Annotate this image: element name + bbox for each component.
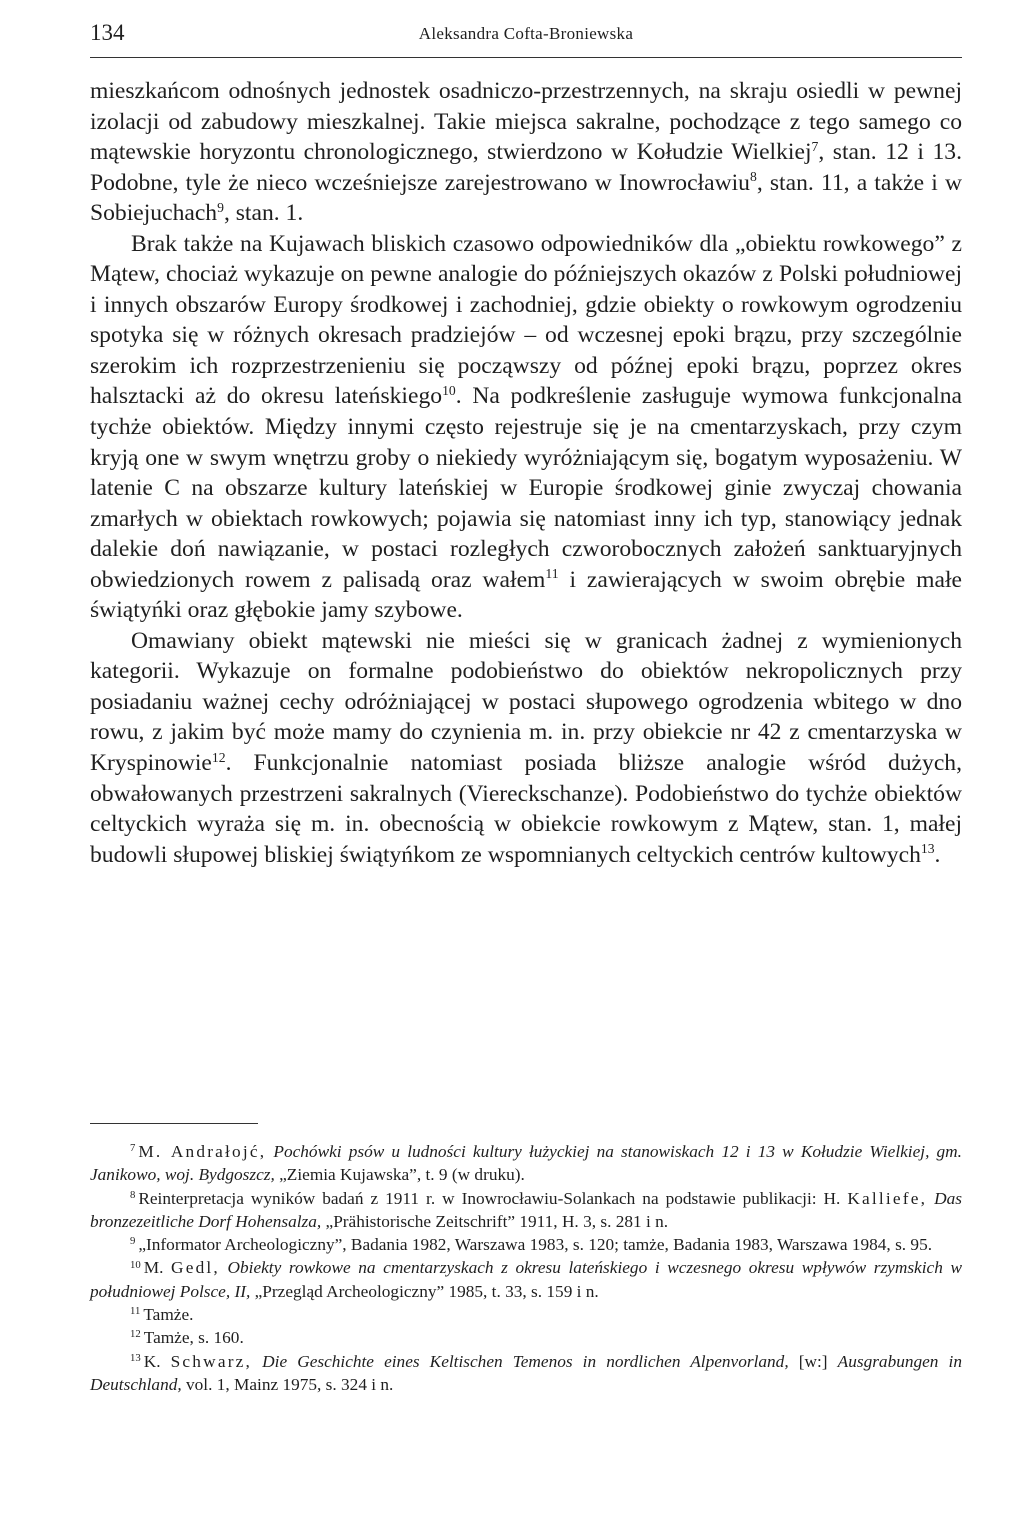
footnote-text: „Prähistorische Zeitschrift” 1911, H. 3, s. 281 i n. (321, 1211, 669, 1231)
footnote-text: Tamże, s. 160. (143, 1328, 244, 1348)
footnote-7 (90, 1140, 962, 1187)
footnote-mark: 13 (130, 1351, 141, 1364)
text: Omawiany obiekt mątewski nie mieści się w granicach żadnej z wymienionych kategorii. Wykazuje on formalne podobieństwo do obiektów nekropolicznych przy posiadaniu ważnej cechy odróżniającej w postaci słupowego ogrodzenia wbitego w dno rowu, z jakim być może mamy do czynienia m. in. przy obiekcie nr 42 z cmentarzyska w Kryspinowie (90, 627, 962, 777)
page-number: 134 (90, 20, 125, 45)
footnote-ref-7[interactable]: 7 (811, 138, 819, 154)
footnote-text: vol. 1, Mainz 1975, s. 324 i n. (181, 1374, 394, 1394)
footnote-text: Tamże. (143, 1305, 194, 1325)
footnote-title: Pochówki psów u ludności kultury łużyckiej na stanowiskach 12 i 13 w Kołudzie Wielkiej, gm. Janikowo, woj. Bydgoszcz, (90, 1142, 962, 1185)
footnote-ref-13[interactable]: 13 (920, 841, 935, 857)
footnote-11 (90, 1303, 962, 1326)
text: , stan. 11, a także i w Sobiejuchach (90, 169, 962, 227)
header-rule (90, 57, 962, 58)
text: . Na podkreślenie zasługuje wymowa funkcjonalna tychże obiektów. Między innymi często rejestruje się je na cmentarzyskach, przy czym kryją one w swym wnętrzu groby o niekiedy wyróżniającym się, bogatym wyposażeniu. W latenie C na obszarze kultury lateńskiej w Europie środkowej ginie zwyczaj chowania zmarłych w obiektach rowkowych; pojawia się natomiast inny ich typ, stanowiący jednak dalekie doń nawiązanie, w postaci rozległych czworobocznych założeń sanktuaryjnych obwiedzionych rowem z palisadą oraz wałem (90, 383, 962, 593)
text: , stan. 1. (223, 200, 304, 227)
footnote-mark: 12 (130, 1328, 141, 1341)
footnote-mark: 11 (130, 1305, 141, 1318)
footnote-author: Schwarz, (170, 1351, 253, 1371)
footnote-text: „Informator Archeologiczny”, Badania 1982, Warszawa 1983, s. 120; tamże, Badania 1983, Warszawa 1984, s. 95. (138, 1235, 933, 1255)
footnote-author: Gedl, (171, 1258, 220, 1278)
footnote-mark: 9 (130, 1235, 136, 1248)
footnote-mark: 10 (130, 1258, 141, 1271)
footnote-ref-9[interactable]: 9 (217, 199, 224, 215)
footnote-ref-8[interactable]: 8 (749, 169, 757, 185)
running-head: Aleksandra Cofta-Broniewska (418, 24, 634, 43)
text: Brak także na Kujawach bliskich czasowo odpowiedników dla „obiektu rowkowego” z Mątew, chociaż wykazuje on pewne analogie do późniejszych okazów z Polski południowej i innych obszarów Europy środkowej i zachodniej, gdzie obiekty o rowkowym ogrodzeniu spotyka się w różnych okresach pradziejów – od wczesnej epoki brązu, przy szczególnie szerokim ich rozprzestrzenieniu się począwszy od późnej epoki brązu, poprzez okres halsztacki aż do okresu lateńskiego (90, 230, 962, 410)
footnote-ref-10[interactable]: 10 (442, 382, 456, 398)
footnote-title: Das bronzezeitliche Dorf Hohensalza, (90, 1188, 962, 1231)
footnote-9 (90, 1233, 962, 1256)
footnote-title: Die Geschichte eines Keltischen Temenos in nordlichen Alpenvorland, (262, 1351, 789, 1371)
footnote-author: Kalliefe, (847, 1188, 928, 1208)
footnote-text: K. (143, 1351, 171, 1371)
footnote-13 (90, 1350, 962, 1397)
footnote-12 (90, 1326, 962, 1349)
paragraph-2 (90, 229, 962, 626)
text: , stan. 12 i 13. Podobne, tyle że nieco wcześniejsze zarejestrowano w Inowrocławiu (90, 139, 962, 196)
footnote-text: [w:] (788, 1351, 838, 1371)
footnote-text: Reinterpretacja wyników badań z 1911 r. w Inowrocławiu-Solankach na podstawie publikacji: H. (138, 1188, 848, 1208)
footnote-ref-12[interactable]: 12 (211, 749, 226, 765)
footnote-ref-11[interactable]: 11 (545, 566, 559, 582)
footnote-title-2: Ausgrabungen in Deutschland, (90, 1351, 962, 1394)
footnote-rule (90, 1123, 258, 1124)
footnote-text: „Przegląd Archeologiczny” 1985, t. 33, s. 159 i n. (250, 1281, 599, 1301)
footnote-title: Obiekty rowkowe na cmentarzyskach z okresu lateńskiego i wczesnego okresu wpływów rzymskich w południowej Polsce, II, (90, 1258, 962, 1301)
body-text (90, 76, 962, 870)
page-header (90, 20, 962, 56)
footnote-mark: 8 (130, 1188, 136, 1201)
footnote-text: „Ziemia Kujawska”, t. 9 (w druku). (274, 1165, 525, 1185)
footnote-text: M. (143, 1258, 172, 1278)
footnote-mark: 7 (130, 1142, 136, 1155)
footnote-10 (90, 1256, 962, 1303)
text: . Funkcjonalnie natomiast posiada bliższe analogie wśród dużych, obwałowanych przestrzeni sakralnych (Viereckschanze). Podobieństwo do tychże obiektów celtyckich wyraża się m. in. obecnością w obiekcie rowkowym z Mątew, stan. 1, małej budowli słupowej bliskiej świątyńkom ze wspomnianych celtyckich centrów kultowych (90, 750, 962, 868)
footnote-author: M. Andrałojć, (138, 1142, 267, 1161)
text: i zawierających w swoim obrębie małe świątyńki oraz głębokie jamy szybowe. (90, 566, 962, 624)
text: mieszkańcom odnośnych jednostek osadniczo-przestrzennych, na skraju osiedli w pewnej izolacji od zabudowy mieszkalnej. Takie miejsca sakralne, pochodzące z tego samego co mątewskie horyzontu chronologicznego, stwierdzono w Kołudzie Wielkiej (90, 78, 962, 166)
footnote-8 (90, 1187, 962, 1234)
paragraph-3 (90, 626, 962, 870)
paragraph-1 (90, 76, 962, 229)
footnotes (90, 1140, 962, 1396)
text: . (934, 841, 941, 868)
